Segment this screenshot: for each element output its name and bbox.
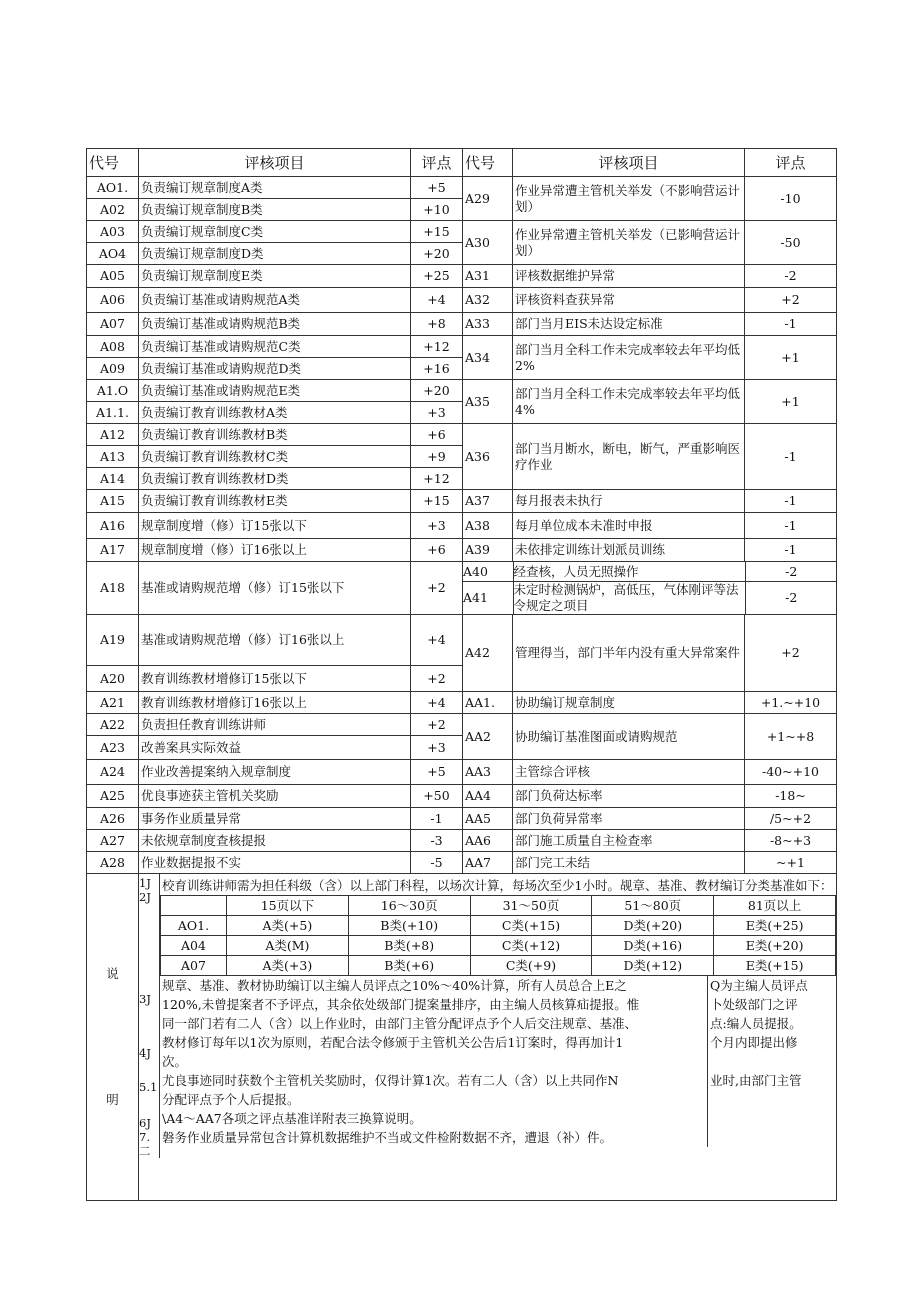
right-score: +1 bbox=[745, 336, 837, 380]
right-code: A30 bbox=[463, 221, 513, 265]
left-score: +5 bbox=[411, 177, 463, 199]
left-code: A27 bbox=[87, 830, 139, 852]
note-line: 次。 bbox=[162, 1054, 188, 1069]
left-score: +2 bbox=[411, 714, 463, 736]
classification-cell: A类(+5) bbox=[227, 916, 349, 936]
right-score: +2 bbox=[745, 615, 837, 692]
left-score: -5 bbox=[411, 852, 463, 874]
right-item: 部门当月全科工作未完成率较去年平均低2% bbox=[513, 336, 745, 380]
left-score: +3 bbox=[411, 513, 463, 539]
left-item: 负责编订规章制度C类 bbox=[139, 221, 411, 243]
right-item: 经查核，人员无照操作 bbox=[513, 562, 745, 582]
left-item: 作业数据提报不实 bbox=[139, 852, 411, 874]
left-item: 基准或请购规范增（修）订15张以下 bbox=[139, 562, 411, 615]
classification-cell: E类(+20) bbox=[714, 936, 836, 956]
table-row bbox=[87, 539, 837, 562]
classification-cell: C类(+15) bbox=[470, 916, 592, 936]
left-code: A1.1. bbox=[87, 402, 139, 424]
left-code: A06 bbox=[87, 288, 139, 313]
right-code: A31 bbox=[463, 265, 513, 288]
table-row bbox=[87, 336, 837, 358]
left-item: 负责编订教育训练教材C类 bbox=[139, 446, 411, 468]
notes-label bbox=[87, 874, 139, 1201]
right-score: -1 bbox=[745, 490, 837, 513]
notes-content bbox=[139, 874, 837, 1201]
table-row bbox=[87, 288, 837, 313]
right-code: AA7 bbox=[463, 852, 513, 874]
right-code: AA1. bbox=[463, 692, 513, 714]
note-line-right: 卜处级部门之评 bbox=[710, 997, 798, 1012]
right-score: -8~+3 bbox=[745, 830, 837, 852]
right-code: A42 bbox=[463, 615, 513, 692]
right-score: -2 bbox=[745, 582, 837, 615]
table-header-row bbox=[87, 149, 837, 177]
left-score: +3 bbox=[411, 402, 463, 424]
table-row bbox=[87, 808, 837, 830]
table-row bbox=[87, 177, 837, 199]
left-code: A13 bbox=[87, 446, 139, 468]
right-score: +1.~+10 bbox=[745, 692, 837, 714]
left-code: A28 bbox=[87, 852, 139, 874]
right-score: /5~+2 bbox=[745, 808, 837, 830]
left-code: A07 bbox=[87, 313, 139, 336]
note-intro: 校育训练讲师需为担任科级（含）以上部门科程，以场次计算，每场次至少1小时。觇章、基准、教材编订分类基准如下： bbox=[162, 878, 833, 893]
classification-table bbox=[160, 895, 836, 976]
left-code: A18 bbox=[87, 562, 139, 615]
right-score: -40~+10 bbox=[745, 760, 837, 785]
classification-cell: A04 bbox=[161, 936, 227, 956]
left-item: 规章制度增（修）订15张以下 bbox=[139, 513, 411, 539]
right-code: A37 bbox=[463, 490, 513, 513]
left-item: 负责编订规章制度B类 bbox=[139, 199, 411, 221]
table-row bbox=[87, 380, 837, 402]
left-item: 负责编订规章制度A类 bbox=[139, 177, 411, 199]
note-line-right bbox=[710, 1052, 834, 1071]
left-score: -1 bbox=[411, 808, 463, 830]
note-number: 4J bbox=[139, 1046, 151, 1060]
left-code: A16 bbox=[87, 513, 139, 539]
right-score: -1 bbox=[745, 539, 837, 562]
left-item: 事务作业质量异常 bbox=[139, 808, 411, 830]
note-number: 二 bbox=[139, 1144, 151, 1158]
note-line-right: Q为主编人员评点 bbox=[710, 978, 808, 993]
left-code: A14 bbox=[87, 468, 139, 490]
left-score: +5 bbox=[411, 760, 463, 785]
right-code: AA4 bbox=[463, 785, 513, 808]
left-item: 负责编订教育训练教材D类 bbox=[139, 468, 411, 490]
header-score: 评点 bbox=[411, 149, 463, 177]
right-score: +1 bbox=[745, 380, 837, 424]
right-item: 作业异常遭主管机关举发（不影响营运计划） bbox=[513, 177, 745, 221]
notes-numbers bbox=[139, 874, 160, 1158]
classification-cell: D类(+20) bbox=[592, 916, 714, 936]
table-row bbox=[87, 852, 837, 874]
left-code: A03 bbox=[87, 221, 139, 243]
left-code: A19 bbox=[87, 615, 139, 666]
note-line: 规章、基准、教材协助编订以主编人员评点之10%～40%计算，所有人员总合上E之 bbox=[162, 978, 627, 993]
left-item: 负责编订规章制度E类 bbox=[139, 265, 411, 288]
classification-header-cell: 51～80页 bbox=[592, 896, 714, 916]
left-item: 基准或请购规范增（修）订16张以上 bbox=[139, 615, 411, 666]
left-score: +10 bbox=[411, 199, 463, 221]
right-code: AA3 bbox=[463, 760, 513, 785]
right-code: A29 bbox=[463, 177, 513, 221]
evaluation-table bbox=[86, 148, 837, 874]
table-row bbox=[87, 830, 837, 852]
notes-table bbox=[86, 874, 837, 1201]
classification-header-cell: 81页以上 bbox=[714, 896, 836, 916]
classification-header-row bbox=[161, 896, 836, 916]
right-score: -2 bbox=[745, 562, 837, 582]
left-code: A1.O bbox=[87, 380, 139, 402]
note-number: 6J bbox=[139, 1116, 151, 1130]
note-number: 1J bbox=[139, 876, 151, 890]
table-row bbox=[87, 785, 837, 808]
classification-cell: B类(+10) bbox=[348, 916, 470, 936]
right-code: A38 bbox=[463, 513, 513, 539]
notes-right-text bbox=[707, 976, 836, 1147]
right-item: 未定时检测锅炉，高低压，气体刚评等法令规定之项目 bbox=[513, 582, 745, 615]
left-score: +12 bbox=[411, 468, 463, 490]
left-score: +6 bbox=[411, 424, 463, 446]
note-line-right: 业时,由部门主管 bbox=[710, 1073, 802, 1088]
classification-header-cell bbox=[161, 896, 227, 916]
right-score: -18~ bbox=[745, 785, 837, 808]
left-score: +4 bbox=[411, 615, 463, 666]
classification-header-cell: 15页以下 bbox=[227, 896, 349, 916]
classification-cell: C类(+12) bbox=[470, 936, 592, 956]
left-score: +16 bbox=[411, 358, 463, 380]
table-row bbox=[87, 221, 837, 243]
right-score: +1~+8 bbox=[745, 714, 837, 760]
header-item-2: 评核项目 bbox=[513, 149, 745, 177]
classification-row bbox=[161, 916, 836, 936]
right-item: 评核资料查获异常 bbox=[513, 288, 745, 313]
classification-cell: D类(+12) bbox=[592, 956, 714, 976]
left-code: A12 bbox=[87, 424, 139, 446]
left-item: 负责编订教育训练教材A类 bbox=[139, 402, 411, 424]
right-score: -1 bbox=[745, 424, 837, 490]
classification-cell: E类(+15) bbox=[714, 956, 836, 976]
left-score: +4 bbox=[411, 692, 463, 714]
right-code: A33 bbox=[463, 313, 513, 336]
left-item: 负责编订基准或请购规范E类 bbox=[139, 380, 411, 402]
right-code: AA6 bbox=[463, 830, 513, 852]
left-item: 负责担任教育训练讲师 bbox=[139, 714, 411, 736]
left-code: A08 bbox=[87, 336, 139, 358]
right-code: A40 bbox=[463, 562, 513, 582]
left-item: 优良事迹获主管机关奖励 bbox=[139, 785, 411, 808]
note-line-right: 点:编人员提报。 bbox=[710, 1016, 802, 1031]
left-item: 负责编订基准或请购规范A类 bbox=[139, 288, 411, 313]
left-item: 教育训练教材增修订15张以下 bbox=[139, 666, 411, 692]
right-item: 管理得当，部门半年内没有重大异常案件 bbox=[513, 615, 745, 692]
header-score-2: 评点 bbox=[745, 149, 837, 177]
header-code-2: 代号 bbox=[463, 149, 513, 177]
left-code: A25 bbox=[87, 785, 139, 808]
left-score: +3 bbox=[411, 736, 463, 760]
left-item: 未依规章制度查核提报 bbox=[139, 830, 411, 852]
left-code: A21 bbox=[87, 692, 139, 714]
right-item: 作业异常遭主管机关举发（已影响营运计划） bbox=[513, 221, 745, 265]
left-score: +15 bbox=[411, 490, 463, 513]
left-code: A15 bbox=[87, 490, 139, 513]
right-score: -10 bbox=[745, 177, 837, 221]
left-code: A26 bbox=[87, 808, 139, 830]
notes-label-2: 明 bbox=[106, 1092, 119, 1107]
left-item: 负责编订教育训练教材E类 bbox=[139, 490, 411, 513]
left-score: +6 bbox=[411, 539, 463, 562]
note-number: 3J bbox=[139, 992, 151, 1006]
classification-cell: AO1. bbox=[161, 916, 227, 936]
header-code: 代号 bbox=[87, 149, 139, 177]
table-row bbox=[87, 615, 837, 666]
table-row bbox=[87, 424, 837, 446]
right-score: -1 bbox=[745, 313, 837, 336]
right-item: 部门负荷达标率 bbox=[513, 785, 745, 808]
header-item: 评核项目 bbox=[139, 149, 411, 177]
left-item: 规章制度增（修）订16张以上 bbox=[139, 539, 411, 562]
right-code: A34 bbox=[463, 336, 513, 380]
right-code: AA5 bbox=[463, 808, 513, 830]
classification-row bbox=[161, 936, 836, 956]
note-line: 同一部门若有二人（含）以上作业时，由部门主管分配评点予个人后交注规章、基准、 bbox=[162, 1016, 638, 1031]
notes-left-text bbox=[160, 976, 707, 1147]
right-code: AA2 bbox=[463, 714, 513, 760]
left-code: AO1. bbox=[87, 177, 139, 199]
right-item: 部门当月EIS未达设定标准 bbox=[513, 313, 745, 336]
right-item: 协助编订规章制度 bbox=[513, 692, 745, 714]
table-row bbox=[87, 513, 837, 539]
left-item: 教育训练教材增修订16张以上 bbox=[139, 692, 411, 714]
left-item: 作业改善提案纳入规章制度 bbox=[139, 760, 411, 785]
left-score: +50 bbox=[411, 785, 463, 808]
note-line: 分配评点予个人后提报。 bbox=[162, 1092, 300, 1107]
classification-cell: C类(+9) bbox=[470, 956, 592, 976]
left-item: 负责编订基准或请购规范D类 bbox=[139, 358, 411, 380]
left-score: +12 bbox=[411, 336, 463, 358]
right-item: 每月报表未执行 bbox=[513, 490, 745, 513]
left-score: +15 bbox=[411, 221, 463, 243]
right-score: +2 bbox=[745, 288, 837, 313]
right-code: A36 bbox=[463, 424, 513, 490]
note-number: 7. bbox=[139, 1130, 150, 1144]
note-line: \A4～AA7各项之评点基准详附表三换算说明。 bbox=[162, 1111, 422, 1126]
left-score: +2 bbox=[411, 562, 463, 615]
left-score: +8 bbox=[411, 313, 463, 336]
left-score: +4 bbox=[411, 288, 463, 313]
note-number: 5.1 bbox=[139, 1080, 158, 1094]
classification-header-cell: 31～50页 bbox=[470, 896, 592, 916]
left-code: A05 bbox=[87, 265, 139, 288]
classification-cell: A类(+3) bbox=[227, 956, 349, 976]
right-item: 部门负荷异常率 bbox=[513, 808, 745, 830]
table-row bbox=[87, 714, 837, 736]
right-code: A35 bbox=[463, 380, 513, 424]
note-line: 磐务作业质量异常包含计算机数据维护不当或文件检附数据不齐，遭退（补）件。 bbox=[162, 1130, 613, 1145]
left-score: +2 bbox=[411, 666, 463, 692]
classification-cell: A类(M) bbox=[227, 936, 349, 956]
left-code: A20 bbox=[87, 666, 139, 692]
right-score: -50 bbox=[745, 221, 837, 265]
note-line-right: 个月内即提出修 bbox=[710, 1035, 798, 1050]
left-score: +20 bbox=[411, 380, 463, 402]
left-item: 负责编订教育训练教材B类 bbox=[139, 424, 411, 446]
left-item: 负责编订基准或请购规范C类 bbox=[139, 336, 411, 358]
note-line: 教材修订每年以1次为原则，若配合法令修颁于主管机关公告后1订案时，得再加计1 bbox=[162, 1035, 624, 1050]
left-score: +9 bbox=[411, 446, 463, 468]
table-row bbox=[87, 490, 837, 513]
right-item: 部门施工质量自主检查率 bbox=[513, 830, 745, 852]
left-code: A23 bbox=[87, 736, 139, 760]
left-code: A09 bbox=[87, 358, 139, 380]
left-code: AO4 bbox=[87, 243, 139, 265]
table-row bbox=[87, 562, 837, 615]
table-row bbox=[87, 760, 837, 785]
left-code: A02 bbox=[87, 199, 139, 221]
notes-label-1: 说 bbox=[106, 966, 119, 981]
table-row bbox=[87, 313, 837, 336]
left-score: +25 bbox=[411, 265, 463, 288]
right-item: 部门当月全科工作未完成率较去年平均低4% bbox=[513, 380, 745, 424]
right-score: -1 bbox=[745, 513, 837, 539]
right-item: 未依排定训练计划派员训练 bbox=[513, 539, 745, 562]
classification-cell: A07 bbox=[161, 956, 227, 976]
left-code: A24 bbox=[87, 760, 139, 785]
classification-cell: B类(+8) bbox=[348, 936, 470, 956]
left-code: A17 bbox=[87, 539, 139, 562]
right-block-a40-a41 bbox=[463, 562, 837, 615]
evaluation-table-document bbox=[86, 148, 836, 1201]
classification-cell: D类(+16) bbox=[592, 936, 714, 956]
table-row bbox=[87, 692, 837, 714]
classification-cell: B类(+6) bbox=[348, 956, 470, 976]
right-score: ~+1 bbox=[745, 852, 837, 874]
right-item: 主管综合评核 bbox=[513, 760, 745, 785]
left-item: 改善案具实际效益 bbox=[139, 736, 411, 760]
right-item: 评核数据维护异常 bbox=[513, 265, 745, 288]
notes-row bbox=[87, 874, 837, 1201]
right-code: A39 bbox=[463, 539, 513, 562]
left-code: A22 bbox=[87, 714, 139, 736]
right-score: -2 bbox=[745, 265, 837, 288]
right-code: A32 bbox=[463, 288, 513, 313]
right-item: 部门完工未结 bbox=[513, 852, 745, 874]
classification-header-cell: 16～30页 bbox=[348, 896, 470, 916]
left-item: 负责编订基准或请购规范B类 bbox=[139, 313, 411, 336]
classification-row bbox=[161, 956, 836, 976]
classification-cell: E类(+25) bbox=[714, 916, 836, 936]
left-score: -3 bbox=[411, 830, 463, 852]
table-row bbox=[87, 265, 837, 288]
note-line: 尤良事迹同时获数个主管机关奖励时，仅得计算1次。若有二人（含）以上共同作N bbox=[162, 1073, 619, 1088]
note-line: 120%,未曾提案者不予评点，其余依处级部门提案量排序，由主编人员核算疝提报。惟 bbox=[162, 997, 640, 1012]
left-score: +20 bbox=[411, 243, 463, 265]
right-item: 协助编订基准图面或请购规范 bbox=[513, 714, 745, 760]
left-item: 负责编订规章制度D类 bbox=[139, 243, 411, 265]
right-item: 每月单位成本未准时申报 bbox=[513, 513, 745, 539]
right-item: 部门当月断水，断电，断气，严重影响医疗作业 bbox=[513, 424, 745, 490]
note-number: 2J bbox=[139, 890, 151, 904]
right-code: A41 bbox=[463, 582, 513, 615]
